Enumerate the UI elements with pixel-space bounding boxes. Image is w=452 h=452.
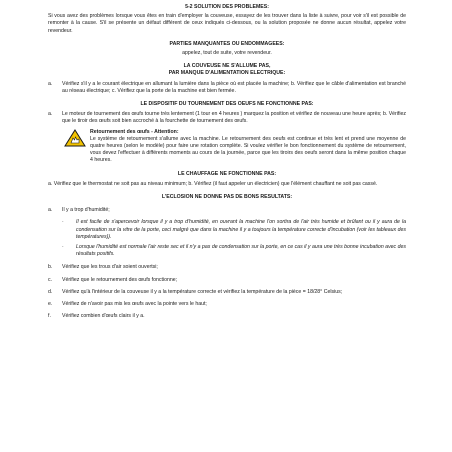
note-text: Il est facile de s'apercevoir lorsque il y a trop d'humidité, en ouvrant la machine l'on sortira de l'air très humide et brûlant ou il y aura de la condensation sur la vitre de la porte, ceci malgré que dans la machine il y a toujours la température correcte d'incubation (voir les tableaux des températures)).: [76, 219, 406, 240]
note-bullet: ·: [62, 244, 64, 251]
heating-title: LE CHAUFFAGE NE FONCTIONNE PAS:: [177, 170, 277, 177]
list-item: [48, 277, 406, 284]
list-item: [48, 289, 406, 296]
section-intro: Si vous avez des problèmes lorsque vous êtes en train d'employer la couveuse, essayez de les trouver dans la liste à suivre, pour voir s'il est possible de remonter à la cause. S'il se présente un défaut différent de ceux indiqués ci-dessous, ou la solution proposée ne donne aucun résultat, appelez votre revendeur.: [48, 13, 406, 34]
parts-text: appelez, tout de suite, votre revendeur.: [182, 50, 272, 57]
list-item: [48, 301, 406, 308]
hatching-title: L'ECLOSION NE DONNE PAS DE BONS RESULTATS:: [161, 194, 293, 201]
list-item-marker: a.: [48, 207, 53, 214]
section-title: 5-2 SOLUTION DES PROBLEMES:: [185, 4, 269, 10]
note-item: [62, 244, 406, 258]
parts-title: PARTIES MANQUANTES OU ENDOMMAGEES:: [169, 40, 285, 47]
power-item: [48, 81, 406, 95]
power-title-line2: PAR MANQUE D'ALIMENTATION ELECTRIQUE:: [168, 70, 286, 77]
note-bullet: ·: [62, 219, 64, 226]
note-text: Lorsque l'humidité est normale l'air reste sec et il n'y a pas de condensation sur la porte, en ce cas il y aura une très bonne incubation avec des résultats positifs.: [76, 244, 406, 258]
list-item-text: Vérifiez qu'à l'intérieur de la couveuse il y a la température correcte et vérifiez la température de la pièce = 18/28° Celsius;: [62, 288, 343, 295]
power-item-marker: a.: [48, 80, 53, 87]
warning-triangle-hand-icon: [64, 129, 90, 165]
list-item: [48, 207, 406, 214]
turning-warning: [64, 129, 406, 165]
hatching-list: [48, 207, 406, 320]
list-item-text: Vérifiez combien d'œufs clairs il y a.: [62, 313, 145, 320]
list-item-marker: b.: [48, 264, 53, 271]
power-item-text: Vérifiez s'il y a le courant électrique en allumant la lumière dans la pièce où est placée la machine; b. Vérifiez que le câble d'alimentation est branché au réseau électrique; c. Vérifiez que la porte de la machine est bien fermée.: [62, 80, 406, 94]
list-item-marker: d.: [48, 288, 53, 295]
turning-item-text: Le moteur de tournement des œufs tourne très lentement (1 tour en 4 heures ) marquez la position et vérifiez de nouveau une heure après; b. Vérifiez que le tiroir des œufs soit bien accroché à la fourchette de tournement des œufs.: [62, 111, 407, 125]
warning-title: Retournement des œufs - Attention:: [90, 128, 179, 135]
list-item-text: Vérifiez que les trous d'air soient ouvertsi;: [62, 264, 158, 271]
note-item: [62, 219, 406, 241]
list-item-marker: e.: [48, 301, 53, 308]
list-item: [48, 264, 406, 271]
list-item-marker: c.: [48, 276, 53, 283]
list-item-text: Il y a trop d'humidité;: [62, 207, 110, 214]
list-item-marker: f.: [48, 313, 51, 320]
heating-text: a. Vérifiez que le thermostat ne soit pas au niveau minimum; b. Vérifiez (il faut appeler un électricien) que l'élément chauffant ne soit pas cassé.: [48, 180, 378, 187]
turning-item: [48, 111, 406, 125]
turning-title: LE DISPOSITIF DU TOURNEMENT DES OEUFS NE FONCTIONNE PAS:: [140, 101, 314, 108]
list-item: [48, 313, 406, 320]
warning-text: Le système de retournement s'allume avec la machine. Le retournement des oeufs est continue et très lent et prend une moyenne de quatre heures (selon le modèle) pour faire une rotation complète. Si voulez vérifier le bon fonctionnement du système de retournement, vous devez l'effectuer à différents moments au cours de la journée, parce que les tiroirs des oeufs seront dans la même position chaque 4 heures.: [90, 135, 406, 164]
list-item-text: Vérifiez que le retournement des œufs fonctionne;: [62, 276, 178, 283]
power-title-line1: LA COUVEUSE NE S'ALLUME PAS,: [183, 63, 271, 70]
list-item-text: Vérifiez de n'avoir pas mis les œufs avec la pointe vers le haut;: [62, 301, 207, 308]
turning-item-marker: a.: [48, 111, 53, 118]
